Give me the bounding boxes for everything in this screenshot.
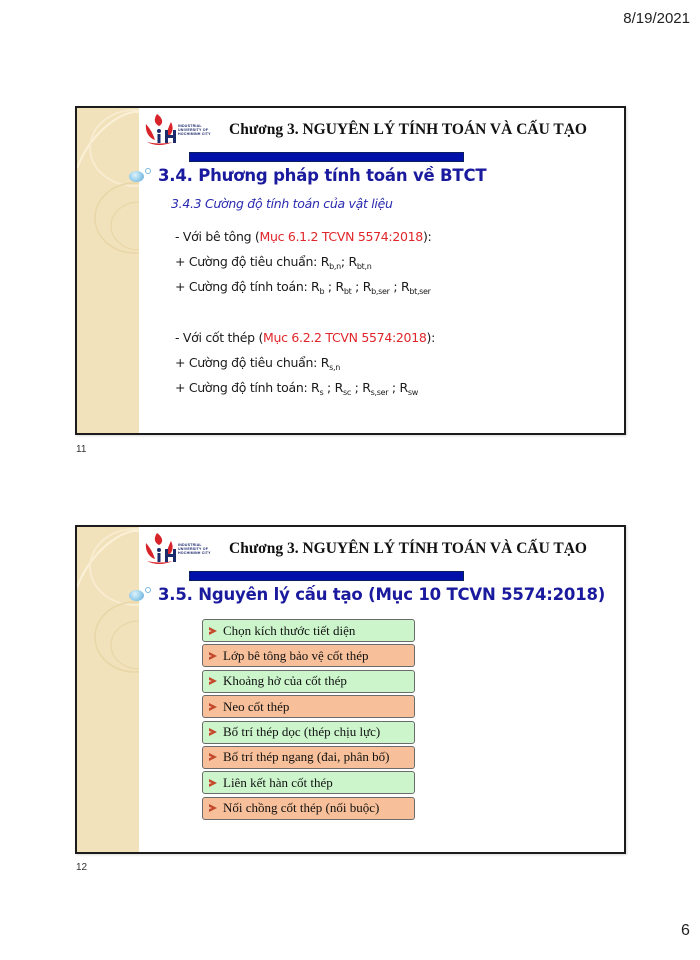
principle-item: Liên kết hàn cốt thép [202, 771, 415, 794]
university-logo-text: INDUSTRIAL UNIVERSITY OF HOCHIMINH CITY [178, 124, 211, 136]
university-logo [143, 112, 233, 148]
arrow-bullet-icon [209, 652, 217, 660]
section-heading: 3.5. Nguyên lý cấu tạo (Mục 10 TCVN 5574:2018) [158, 585, 606, 604]
arrow-bullet-icon [209, 627, 217, 635]
steel-standard-reference: Mục 6.2.2 TCVN 5574:2018 [263, 330, 427, 345]
concrete-design-strength: + Cường độ tính toán: $R_b$ ; $R_{bt}$ ; $R_{b,ser}$ ; $R_{bt,ser}$ [175, 279, 431, 296]
concrete-standard-reference: Mục 6.1.2 TCVN 5574:2018 [259, 229, 423, 244]
iuh-flame-logo-icon [143, 112, 179, 148]
principle-item: Bố trí thép dọc (thép chịu lực) [202, 721, 415, 744]
steel-standard-strength: + Cường độ tiêu chuẩn: $R_{s,n}$ [175, 355, 340, 372]
arrow-bullet-icon [209, 753, 217, 761]
slide-sidebar-decoration [77, 108, 139, 433]
university-logo [143, 531, 233, 567]
title-underline-bar [189, 152, 464, 162]
steel-design-strength: + Cường độ tính toán: $R_s$ ; $R_{sc}$ ; $R_{s,ser}$ ; $R_{sw}$ [175, 380, 418, 397]
iuh-flame-logo-icon [143, 531, 179, 567]
slide-12 [75, 525, 626, 854]
principle-item: Lớp bê tông bảo vệ cốt thép [202, 644, 415, 667]
small-bubble-icon [145, 587, 151, 593]
principle-item: Nối chồng cốt thép (nối buộc) [202, 797, 415, 820]
title-underline-bar [189, 571, 464, 581]
principle-item: Neo cốt thép [202, 695, 415, 718]
arrow-bullet-icon [209, 728, 217, 736]
construction-principles-list [202, 619, 415, 822]
arrow-bullet-icon [209, 779, 217, 787]
arrow-bullet-icon [209, 703, 217, 711]
chapter-title: Chương 3. NGUYÊN LÝ TÍNH TOÁN VÀ CẤU TẠO [229, 121, 587, 138]
chapter-title: Chương 3. NGUYÊN LÝ TÍNH TOÁN VÀ CẤU TẠO [229, 540, 587, 557]
principle-item: Chọn kích thước tiết diện [202, 619, 415, 642]
arrow-bullet-icon [209, 804, 217, 812]
concrete-standard-strength: + Cường độ tiêu chuẩn: $R_{b,n}$; $R_{bt,n}$ [175, 254, 372, 271]
sub-heading: 3.4.3 Cường độ tính toán của vật liệu [171, 196, 393, 211]
steel-intro: - Với cốt thép (Mục 6.2.2 TCVN 5574:2018): [175, 330, 436, 345]
swirl-decoration-icon [77, 108, 139, 433]
slide-11 [75, 106, 626, 435]
page-number: 6 [681, 922, 690, 939]
slide-number-12: 12 [76, 862, 88, 873]
bubble-bullet-icon [129, 590, 144, 601]
bubble-bullet-icon [129, 171, 144, 182]
section-heading: 3.4. Phương pháp tính toán về BTCT [158, 166, 487, 185]
swirl-decoration-icon [77, 527, 139, 852]
page-date: 8/19/2021 [623, 10, 690, 27]
slide-number-11: 11 [76, 444, 87, 455]
concrete-intro: - Với bê tông (Mục 6.1.2 TCVN 5574:2018): [175, 229, 432, 244]
principle-item: Khoảng hở của cốt thép [202, 670, 415, 693]
principle-item: Bố trí thép ngang (đai, phân bố) [202, 746, 415, 769]
slide-sidebar-decoration [77, 527, 139, 852]
arrow-bullet-icon [209, 677, 217, 685]
university-logo-text: INDUSTRIAL UNIVERSITY OF HOCHIMINH CITY [178, 543, 211, 555]
small-bubble-icon [145, 168, 151, 174]
